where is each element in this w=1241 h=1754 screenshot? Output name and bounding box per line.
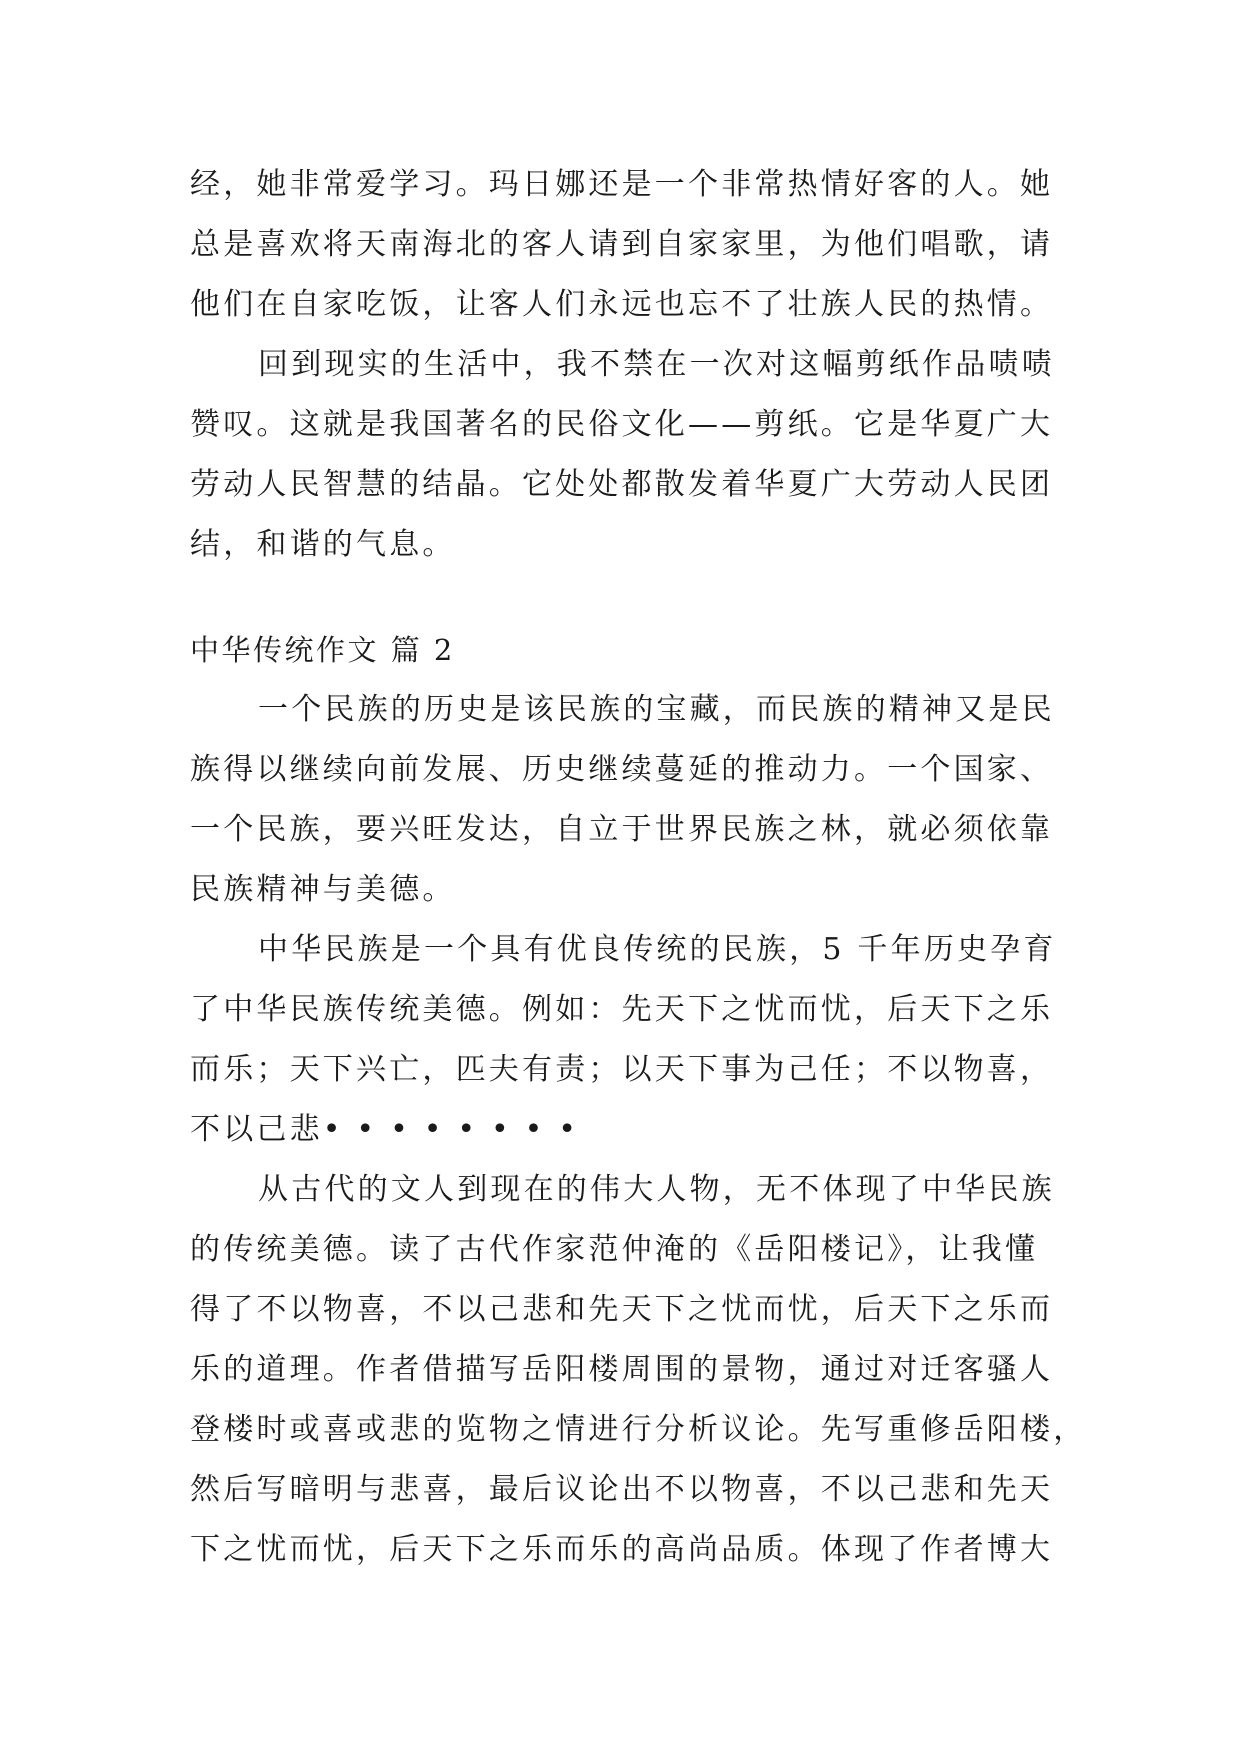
text-line: 然后写暗明与悲喜，最后议论出不以物喜，不以己悲和先天: [190, 1472, 1054, 1507]
text-line: 下之忧而忧，后天下之乐而乐的高尚品质。体现了作者博大: [190, 1532, 1054, 1567]
text-line: 得了不以物喜，不以己悲和先天下之忧而忧，后天下之乐而: [190, 1292, 1054, 1327]
text-line: 赞叹。这就是我国著名的民俗文化——剪纸。它是华夏广大: [190, 407, 1054, 442]
text-line: 从古代的文人到现在的伟大人物，无不体现了中华民族: [258, 1172, 1055, 1207]
text-line: 不以己悲• • • • • • • •: [190, 1112, 580, 1147]
text-line: 中华民族是一个具有优良传统的民族，5 千年历史孕育: [258, 932, 1057, 967]
text-line: 他们在自家吃饭，让客人们永远也忘不了壮族人民的热情。: [190, 287, 1054, 322]
text-line: 结，和谐的气息。: [190, 527, 456, 562]
text-line: 一个民族，要兴旺发达，自立于世界民族之林，就必须依靠: [190, 812, 1054, 847]
text-line: 一个民族的历史是该民族的宝藏，而民族的精神又是民: [258, 692, 1055, 727]
text-line: 乐的道理。作者借描写岳阳楼周围的景物，通过对迁客骚人: [190, 1352, 1054, 1387]
text-line: 民族精神与美德。: [190, 872, 456, 907]
text-line: 劳动人民智慧的结晶。它处处都散发着华夏广大劳动人民团: [190, 467, 1054, 502]
text-line: 经，她非常爱学习。玛日娜还是一个非常热情好客的人。她: [190, 167, 1054, 202]
text-line: 回到现实的生活中，我不禁在一次对这幅剪纸作品啧啧: [258, 347, 1055, 382]
text-line: 了中华民族传统美德。例如：先天下之忧而忧，后天下之乐: [190, 992, 1054, 1027]
text-line: 的传统美德。读了古代作家范仲淹的《岳阳楼记》，让我懂: [190, 1232, 1039, 1267]
text-line: 而乐；天下兴亡，匹夫有责；以天下事为己任；不以物喜，: [190, 1052, 1054, 1087]
text-line: 族得以继续向前发展、历史继续蔓延的推动力。一个国家、: [190, 752, 1054, 787]
text-line: 总是喜欢将天南海北的客人请到自家家里，为他们唱歌，请: [190, 227, 1054, 262]
text-line: 登楼时或喜或悲的览物之情进行分析议论。先写重修岳阳楼，: [190, 1412, 1087, 1447]
section-title: 中华传统作文 篇 2: [190, 633, 455, 667]
